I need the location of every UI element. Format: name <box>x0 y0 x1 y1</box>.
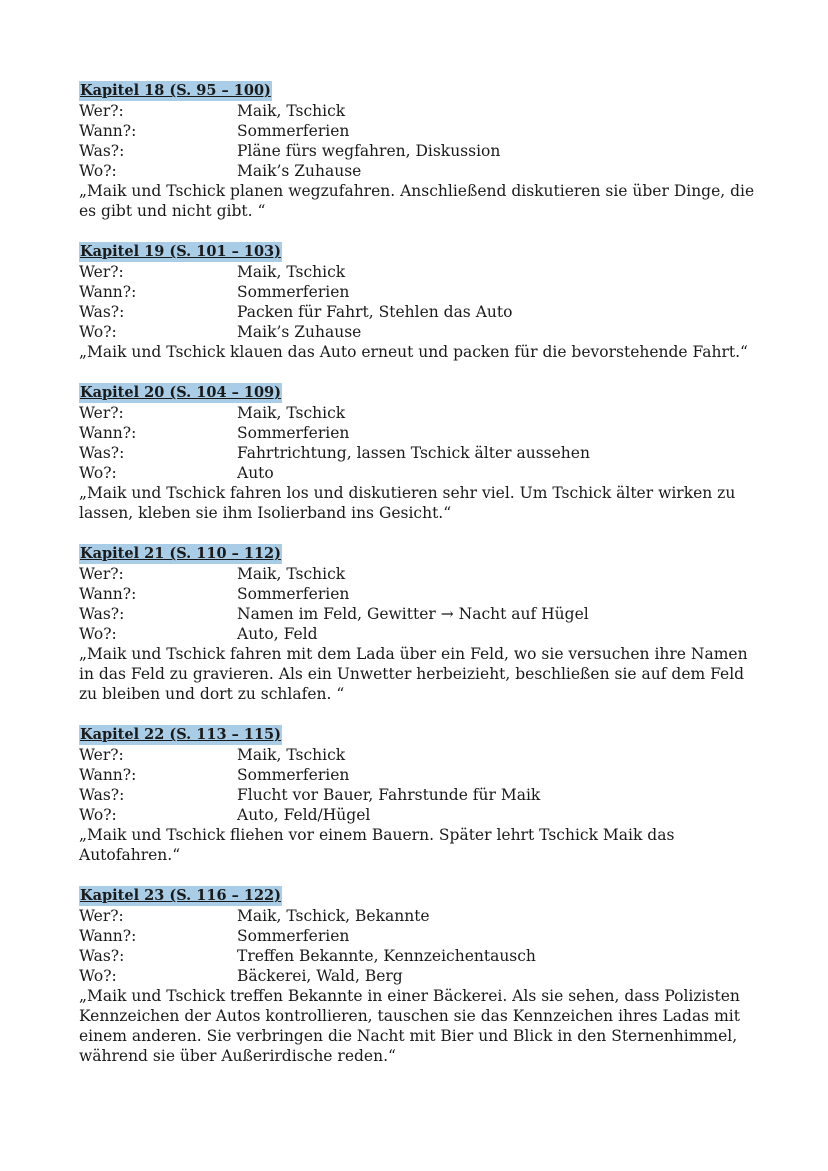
chapter-summary: „Maik und Tschick fahren los und diskutieren sehr viel. Um Tschick älter wirken zu lassen, kleben sie ihm Isolierband ins Gesicht.“ <box>79 484 736 522</box>
field-value: Maik, Tschick <box>237 263 346 281</box>
field-value: Maik, Tschick <box>237 404 346 422</box>
field-label: Wer?: <box>79 263 124 281</box>
field-label: Wer?: <box>79 565 124 583</box>
field-wer <box>79 262 759 282</box>
field-label: Was?: <box>79 605 125 623</box>
field-label: Wo?: <box>79 323 117 341</box>
field-label: Wann?: <box>79 927 137 945</box>
field-label: Was?: <box>79 303 125 321</box>
field-label: Was?: <box>79 786 125 804</box>
chapter-title: Kapitel 20 (S. 104 – 109) <box>80 384 282 401</box>
chapter-summary: „Maik und Tschick planen wegzufahren. Anschließend diskutieren sie über Dinge, die es gibt und nicht gibt. “ <box>79 182 755 220</box>
chapter-summary: „Maik und Tschick klauen das Auto erneut und packen für die bevorstehende Fahrt.“ <box>79 343 748 361</box>
chapter-19 <box>79 241 759 362</box>
field-was <box>79 141 759 161</box>
field-value: Bäckerei, Wald, Berg <box>237 967 403 985</box>
field-wo <box>79 966 759 986</box>
chapter-21 <box>79 543 759 704</box>
field-wann <box>79 121 759 141</box>
field-label: Wer?: <box>79 907 124 925</box>
field-wer <box>79 403 759 423</box>
field-label: Wann?: <box>79 122 137 140</box>
field-wer <box>79 745 759 765</box>
field-value: Namen im Feld, Gewitter → Nacht auf Hügel <box>237 605 589 623</box>
field-value: Maik’s Zuhause <box>237 323 362 341</box>
field-wo <box>79 805 759 825</box>
field-label: Wo?: <box>79 806 117 824</box>
field-label: Wer?: <box>79 404 124 422</box>
field-value: Maik, Tschick, Bekannte <box>237 907 430 925</box>
field-value: Sommerferien <box>237 927 350 945</box>
field-value: Pläne fürs wegfahren, Diskussion <box>237 142 501 160</box>
field-value: Sommerferien <box>237 283 350 301</box>
field-label: Wo?: <box>79 162 117 180</box>
field-wer <box>79 564 759 584</box>
field-value: Sommerferien <box>237 424 350 442</box>
field-value: Sommerferien <box>237 766 350 784</box>
chapter-title: Kapitel 19 (S. 101 – 103) <box>80 243 282 260</box>
chapter-summary: „Maik und Tschick treffen Bekannte in einer Bäckerei. Als sie sehen, dass Polizisten Kennzeichen der Autos kontrollieren, tauschen sie das Kennzeichen ihres Ladas mit einem anderen. Sie verbringen die Nacht mit Bier und Blick in den Sternenhimmel, während sie über Außerirdische reden.“ <box>79 987 740 1065</box>
field-label: Wo?: <box>79 967 117 985</box>
field-wo <box>79 624 759 644</box>
field-label: Wo?: <box>79 625 117 643</box>
chapter-title: Kapitel 23 (S. 116 – 122) <box>80 887 282 904</box>
chapter-18 <box>79 80 759 221</box>
field-label: Wer?: <box>79 746 124 764</box>
chapter-summary: „Maik und Tschick fahren mit dem Lada über ein Feld, wo sie versuchen ihre Namen in das Feld zu gravieren. Als ein Unwetter herbeizieht, beschließen sie auf dem Feld zu bleiben und dort zu schlafen. “ <box>79 645 748 703</box>
field-wann <box>79 282 759 302</box>
field-value: Maik, Tschick <box>237 746 346 764</box>
field-value: Packen für Fahrt, Stehlen das Auto <box>237 303 513 321</box>
field-wo <box>79 322 759 342</box>
field-was <box>79 604 759 624</box>
field-label: Wann?: <box>79 585 137 603</box>
field-wann <box>79 423 759 443</box>
field-wo <box>79 161 759 181</box>
field-value: Treffen Bekannte, Kennzeichentausch <box>237 947 536 965</box>
field-wer <box>79 101 759 121</box>
field-was <box>79 302 759 322</box>
field-value: Flucht vor Bauer, Fahrstunde für Maik <box>237 786 541 804</box>
field-label: Wann?: <box>79 283 137 301</box>
chapter-title: Kapitel 18 (S. 95 – 100) <box>80 82 271 99</box>
chapter-title: Kapitel 21 (S. 110 – 112) <box>80 545 282 562</box>
field-was <box>79 443 759 463</box>
field-label: Was?: <box>79 444 125 462</box>
field-wann <box>79 926 759 946</box>
field-value: Maik, Tschick <box>237 102 346 120</box>
field-wann <box>79 765 759 785</box>
field-value: Maik’s Zuhause <box>237 162 362 180</box>
field-label: Was?: <box>79 142 125 160</box>
field-value: Auto <box>237 464 274 482</box>
field-wer <box>79 906 759 926</box>
field-wo <box>79 463 759 483</box>
field-value: Sommerferien <box>237 585 350 603</box>
chapter-20 <box>79 382 759 523</box>
field-label: Wann?: <box>79 766 137 784</box>
document-page <box>79 80 759 1086</box>
field-was <box>79 946 759 966</box>
chapter-title: Kapitel 22 (S. 113 – 115) <box>80 726 282 743</box>
field-value: Maik, Tschick <box>237 565 346 583</box>
field-value: Fahrtrichtung, lassen Tschick älter aussehen <box>237 444 590 462</box>
chapter-23 <box>79 885 759 1066</box>
field-value: Auto, Feld/Hügel <box>237 806 371 824</box>
field-label: Wer?: <box>79 102 124 120</box>
chapter-summary: „Maik und Tschick fliehen vor einem Bauern. Später lehrt Tschick Maik das Autofahren.“ <box>79 826 675 864</box>
field-wann <box>79 584 759 604</box>
field-label: Wann?: <box>79 424 137 442</box>
field-label: Wo?: <box>79 464 117 482</box>
field-value: Sommerferien <box>237 122 350 140</box>
field-was <box>79 785 759 805</box>
field-value: Auto, Feld <box>237 625 318 643</box>
field-label: Was?: <box>79 947 125 965</box>
chapter-22 <box>79 724 759 865</box>
